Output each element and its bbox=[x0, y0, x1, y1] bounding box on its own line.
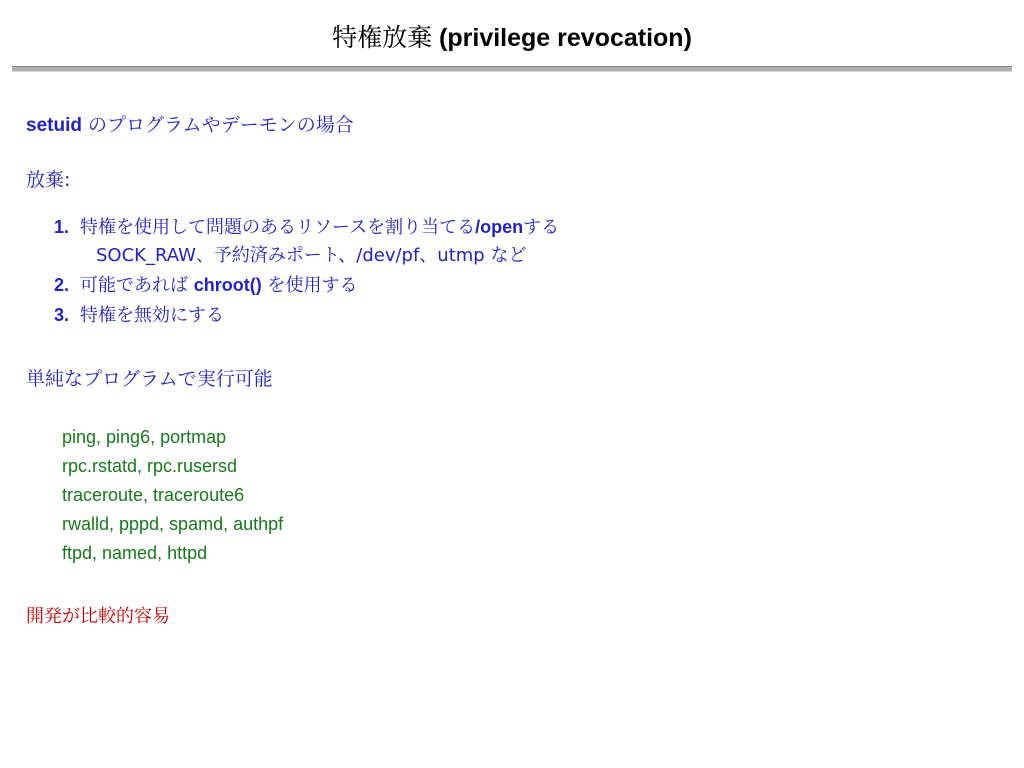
intro-line bbox=[26, 110, 1024, 137]
step-3-text-a: 特権を無効にする bbox=[80, 304, 224, 326]
page-title bbox=[0, 0, 1024, 54]
steps-list bbox=[26, 214, 1024, 330]
list-item bbox=[54, 214, 1024, 270]
step-1-subtext: SOCK_RAW、予約済みポート、/dev/pf、utmp など bbox=[96, 244, 527, 266]
list-item bbox=[54, 272, 1024, 300]
step-2-text-a: 可能であれば bbox=[80, 274, 194, 296]
step-2-text-c: を使用する bbox=[261, 274, 358, 296]
page-title-english: (privilege revocation) bbox=[439, 24, 692, 52]
abandon-label: 放棄: bbox=[26, 169, 71, 191]
daemon-list bbox=[62, 423, 1024, 569]
intro-keyword: setuid bbox=[26, 115, 82, 136]
list-item: ping, ping6, portmap bbox=[62, 426, 227, 447]
step-2-text-b: chroot() bbox=[193, 274, 262, 295]
step-1-text-a: 特権を使用して問題のあるリソースを割り当てる bbox=[80, 217, 476, 238]
list-item: rwalld, pppd, spamd, authpf bbox=[62, 514, 284, 535]
list-item bbox=[54, 302, 1024, 330]
simple-note: 単純なプログラムで実行可能 bbox=[26, 367, 273, 390]
list-item: traceroute, traceroute6 bbox=[62, 484, 245, 505]
intro-text: のプログラムやデーモンの場合 bbox=[81, 114, 354, 136]
step-1-text-c: する bbox=[523, 217, 560, 238]
slide-body bbox=[0, 72, 1024, 628]
page-title-japanese: 特権放棄 bbox=[332, 23, 433, 52]
step-1-text-b: /open bbox=[475, 217, 524, 237]
footnote: 開発が比較的容易 bbox=[26, 606, 170, 628]
list-item: rpc.rstatd, rpc.rusersd bbox=[62, 455, 238, 476]
list-item: ftpd, named, httpd bbox=[62, 543, 208, 564]
